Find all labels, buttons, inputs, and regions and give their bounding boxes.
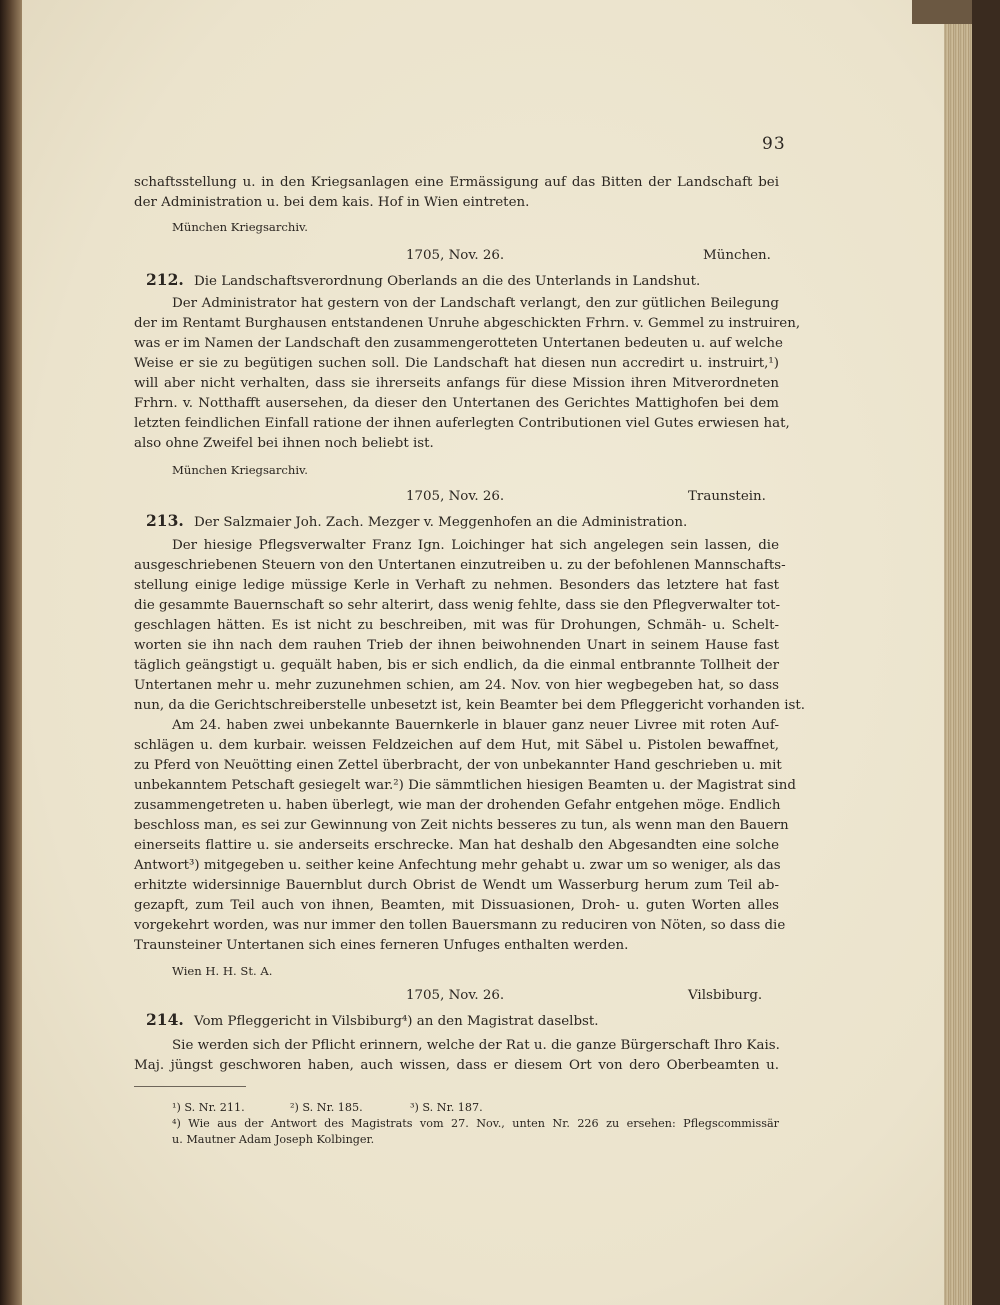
text-line: Sie werden sich der Pflicht erinnern, welche der Rat u. die ganze Bürgerschaft Ihro Kais. <box>172 1038 780 1053</box>
text-line: erhitzte widersinnige Bauernblut durch Obrist de Wendt um Wasserburg herum zum Teil ab- <box>134 878 779 893</box>
text-line: geschlagen hätten. Es ist nicht zu beschreiben, mit was für Drohungen, Schmäh- u. Schelt- <box>134 618 779 633</box>
source-note: München Kriegsarchiv. <box>172 463 308 477</box>
text-line: vorgekehrt worden, was nur immer den tollen Bauersmann zu reduciren von Nöten, so dass die <box>134 918 786 933</box>
entry-date: 1705, Nov. 26. <box>406 988 505 1003</box>
text-line: täglich geängstigt u. gequält haben, bis er sich endlich, da die einmal entbrannte Tollheit der <box>134 658 779 673</box>
footnote-2: ²) S. Nr. 185. <box>290 1101 363 1114</box>
text-line: schlägen u. dem kurbair. weissen Feldzeichen auf dem Hut, mit Säbel u. Pistolen bewaffnet, <box>134 738 779 753</box>
text-line: nun, da die Gerichtschreiberstelle unbesetzt ist, kein Beamter bei dem Pfleggericht vorhanden ist. <box>134 698 806 713</box>
source-note: München Kriegsarchiv. <box>172 220 308 234</box>
footnote-4-cont: u. Mautner Adam Joseph Kolbinger. <box>172 1133 375 1146</box>
page-number: 93 <box>762 134 786 154</box>
text-line: Der Administrator hat gestern von der Landschaft verlangt, den zur gütlichen Beilegung <box>172 296 779 311</box>
entry-place: München. <box>703 248 771 263</box>
text-line: Maj. jüngst geschworen haben, auch wissen, dass er diesem Ort von dero Oberbeamten u. <box>134 1058 779 1073</box>
text-line: beschloss man, es sei zur Gewinnung von Zeit nichts besseres zu tun, als wenn man den Bauern <box>134 818 789 833</box>
text-line: ausgeschriebenen Steuern von den Untertanen einzutreiben u. zu der befohlenen Mannschafts- <box>134 558 786 573</box>
text-line: unbekanntem Petschaft gesiegelt war.²) Die sämmtlichen hiesigen Beamten u. der Magistrat sind <box>134 778 796 793</box>
text-line: will aber nicht verhalten, dass sie ihrerseits anfangs für diese Mission ihren Mitverordneten <box>134 376 779 391</box>
text-line: stellung einige ledige müssige Kerle in Verhaft zu nehmen. Besonders das letztere hat fast <box>134 578 779 593</box>
text-line: der Administration u. bei dem kais. Hof in Wien eintreten. <box>134 195 530 210</box>
footnote-rule <box>134 1086 246 1087</box>
text-line: Traunsteiner Untertanen sich eines ferneren Unfuges enthalten werden. <box>134 938 629 953</box>
source-note: Wien H. H. St. A. <box>172 964 273 978</box>
entry-number: 213. <box>146 511 184 530</box>
text-line: was er im Namen der Landschaft den zusammengerotteten Untertanen bedeuten u. auf welche <box>134 336 783 351</box>
entry-date: 1705, Nov. 26. <box>406 248 505 263</box>
text-line: Frhrn. v. Notthafft ausersehen, da dieser den Untertanen des Gerichtes Mattighofen bei dem <box>134 396 779 411</box>
entry-title: Vom Pfleggericht in Vilsbiburg⁴) an den Magistrat daselbst. <box>194 1014 599 1029</box>
text-line: also ohne Zweifel bei ihnen noch beliebt ist. <box>134 436 434 451</box>
footnote-1: ¹) S. Nr. 211. <box>172 1101 245 1114</box>
text-line: die gesammte Bauernschaft so sehr alterirt, dass wenig fehlte, dass sie den Pflegverwalter tot- <box>134 598 781 613</box>
text-line: worten sie ihn nach dem rauhen Trieb der ihnen beiwohnenden Unart in seinem Hause fast <box>134 638 779 653</box>
entry-place: Traunstein. <box>688 489 766 504</box>
entry-date: 1705, Nov. 26. <box>406 489 505 504</box>
text-line: gezapft, zum Teil auch von ihnen, Beamten, mit Dissuasionen, Droh- u. guten Worten alles <box>134 898 779 913</box>
text-line: Untertanen mehr u. mehr zuzunehmen schien, am 24. Nov. von hier wegbegeben hat, so dass <box>134 678 779 693</box>
entry-title: Die Landschaftsverordnung Oberlands an die des Unterlands in Landshut. <box>194 274 701 289</box>
text-line: zusammengetreten u. haben überlegt, wie man der drohenden Gefahr entgehen möge. Endlich <box>134 798 781 813</box>
text-line: letzten feindlichen Einfall ratione der ihnen auferlegten Contributionen viel Gutes erwiesen hat, <box>134 416 790 431</box>
text-line: Der hiesige Pflegsverwalter Franz Ign. Loichinger hat sich angelegen sein lassen, die <box>172 538 779 553</box>
entry-title: Der Salzmaier Joh. Zach. Mezger v. Meggenhofen an die Administration. <box>194 515 688 530</box>
entry-number: 212. <box>146 270 184 289</box>
text-line: Antwort³) mitgegeben u. seither keine Anfechtung mehr gehabt u. zwar um so weniger, als das <box>134 858 781 873</box>
page-corner <box>912 0 972 24</box>
text-line: Weise er sie zu begütigen suchen soll. Die Landschaft hat diesen nun accredirt u. instruirt,¹) <box>134 356 779 371</box>
text-line: einerseits flattire u. sie anderseits erschrecke. Man hat deshalb den Abgesandten eine solche <box>134 838 779 853</box>
text-line: der im Rentamt Burghausen entstandenen Unruhe abgeschickten Frhrn. v. Gemmel zu instruiren, <box>134 316 801 331</box>
footnote-3: ³) S. Nr. 187. <box>410 1101 483 1114</box>
entry-number: 214. <box>146 1010 184 1029</box>
text-line: Am 24. haben zwei unbekannte Bauernkerle in blauer ganz neuer Livree mit roten Auf- <box>172 718 779 733</box>
text-line: schaftsstellung u. in den Kriegsanlagen eine Ermässigung auf das Bitten der Landschaft bei <box>134 175 779 190</box>
footnote-4: ⁴) Wie aus der Antwort des Magistrats vom 27. Nov., unten Nr. 226 zu ersehen: Pflegscommissär <box>172 1117 779 1130</box>
entry-place: Vilsbiburg. <box>688 988 763 1003</box>
page-edges <box>944 0 972 1305</box>
text-line: zu Pferd von Neuötting einen Zettel überbracht, der von unbekannter Hand geschrieben u. mit <box>134 758 782 773</box>
